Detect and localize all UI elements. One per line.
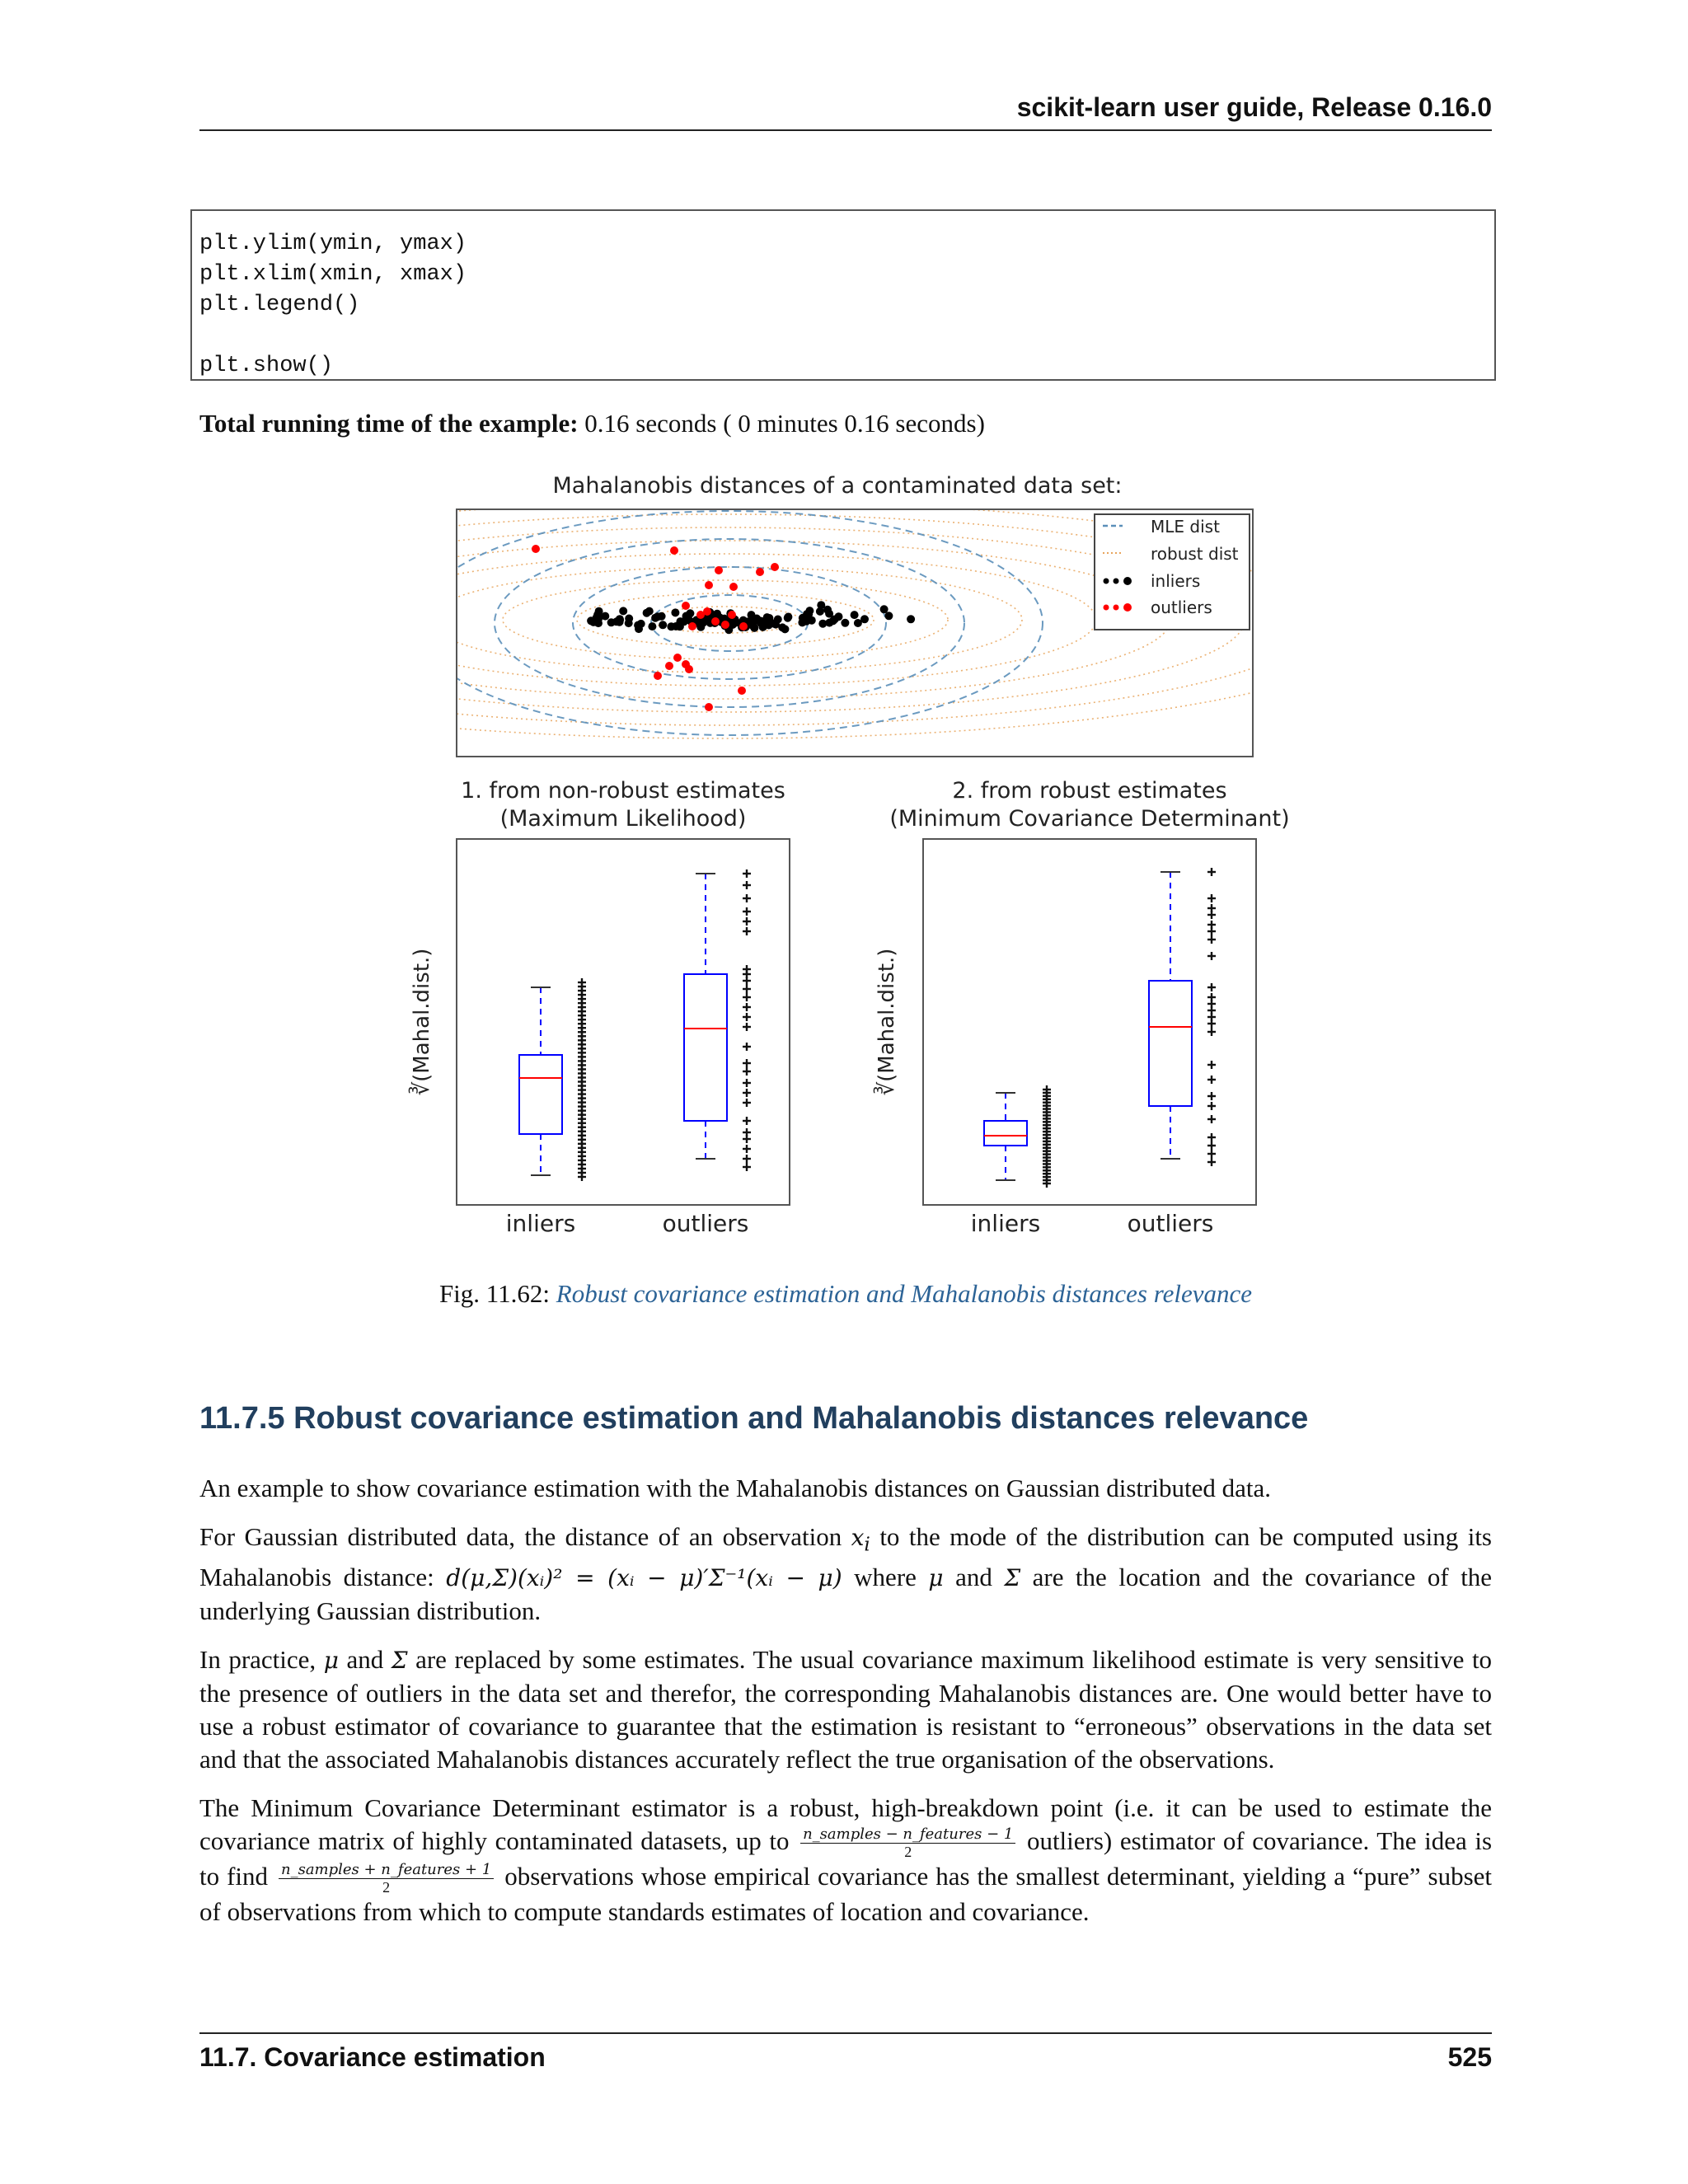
text: observations whose empirical covariance has the smallest determinant, yielding a “pure” subset of observations from which to compute standards estimates of location and covariance. — [199, 1861, 1493, 1927]
figure — [379, 470, 1319, 1244]
outlier-point — [721, 621, 729, 629]
figure-plot — [379, 470, 1319, 1244]
legend-outliers-marker — [1104, 605, 1109, 611]
running-time-value: 0.16 seconds ( 0 minutes 0.16 seconds) — [584, 409, 985, 438]
inlier-point — [625, 619, 633, 627]
math-sub-i: i — [864, 1532, 870, 1556]
right-xtick-inliers: inliers — [970, 1210, 1041, 1237]
inlier-point — [818, 620, 827, 628]
code-line: plt.legend() — [199, 293, 360, 317]
code-block — [190, 209, 1496, 381]
inlier-point — [593, 611, 602, 619]
inlier-point — [907, 615, 915, 623]
inlier-point — [880, 605, 889, 613]
legend-robust: robust dist — [1151, 544, 1239, 564]
footer-section: 11.7. Covariance estimation — [199, 2042, 546, 2072]
inlier-point — [616, 616, 624, 624]
outlier-point — [756, 568, 764, 576]
paragraph: An example to show covariance estimation with the Mahalanobis distances on Gaussian distributed data. — [199, 1474, 1271, 1502]
caption-link[interactable]: Robust covariance estimation and Mahalanobis distances relevance — [556, 1279, 1253, 1308]
paragraph — [199, 1521, 1492, 1628]
inlier-point — [601, 612, 609, 621]
inlier-point — [771, 621, 780, 629]
text: and — [955, 1562, 992, 1591]
outlier-point — [728, 611, 736, 619]
legend-mle: MLE dist — [1151, 517, 1220, 537]
inlier-point — [654, 612, 662, 621]
left-plot-title-2: (Maximum Likelihood) — [499, 806, 747, 832]
right-ylabel: ∛(Mahal.dist.) — [874, 948, 899, 1096]
outlier-point — [705, 581, 713, 589]
math-xi — [851, 1524, 870, 1556]
header-rule — [199, 129, 1492, 131]
math-sigma: Σ — [391, 1646, 408, 1674]
outlier-point — [739, 622, 748, 630]
fraction-numerator: n_samples + n_features + 1 — [279, 1862, 494, 1879]
inlier-point — [784, 614, 792, 622]
right-plot-title-2: (Minimum Covariance Determinant) — [889, 806, 1290, 832]
paragraph — [199, 1792, 1492, 1929]
math-mu: μ — [323, 1646, 339, 1674]
code-line: plt.ylim(ymin, ymax) — [199, 232, 467, 256]
legend — [1095, 514, 1250, 630]
inlier-point — [804, 610, 813, 618]
legend-outliers: outliers — [1151, 598, 1212, 617]
outlier-point — [703, 607, 711, 616]
inlier-point — [748, 620, 757, 628]
left-ylabel: ∛(Mahal.dist.) — [410, 948, 434, 1096]
inlier-point — [816, 607, 824, 616]
text: For Gaussian distributed data, the distance of an observation — [199, 1522, 842, 1551]
outlier-point — [665, 662, 673, 670]
inlier-point — [781, 625, 789, 633]
inlier-point — [594, 619, 603, 627]
text: In practice, — [199, 1644, 316, 1674]
running-header: scikit-learn user guide, Release 0.16.0 — [1016, 92, 1492, 122]
outlier-point — [682, 602, 690, 610]
math-mahalanobis: d(μ,Σ)(xᵢ)² = (xᵢ − μ)′Σ⁻¹(xᵢ − μ) — [446, 1563, 842, 1591]
inlier-point — [884, 612, 893, 620]
right-plot-title-1: 2. from robust estimates — [952, 778, 1227, 804]
legend-outliers-marker — [1123, 603, 1132, 612]
legend-outliers-marker — [1114, 605, 1119, 611]
outlier-point — [654, 672, 662, 680]
inlier-point — [659, 621, 667, 629]
outlier-point — [532, 545, 540, 553]
text: and — [346, 1644, 384, 1674]
inlier-point — [648, 622, 656, 630]
inlier-point — [841, 619, 849, 627]
text: The Minimum Covariance Determinant estimator is a robust, high-breakdown point (i.e. it can be used to estimate the covariance matrix of highly contaminated datasets, up to — [199, 1793, 1492, 1855]
section-heading: 11.7.5 Robust covariance estimation and Mahalanobis distances relevance — [199, 1401, 1309, 1436]
legend-inliers-marker — [1104, 579, 1109, 584]
text: are the location and the covariance of the underlying Gaussian distribution. — [199, 1562, 1493, 1625]
right-plot-frame — [923, 839, 1256, 1205]
top-plot-title: Mahalanobis distances of a contaminated data set: — [552, 473, 1123, 499]
running-time — [199, 409, 985, 438]
inlier-point — [682, 612, 691, 621]
legend-inliers: inliers — [1151, 571, 1201, 591]
fraction-subset — [279, 1862, 494, 1896]
fraction-outliers — [800, 1826, 1015, 1860]
page-number: 525 — [1447, 2042, 1492, 2072]
text: outliers) estimator of covariance. The idea is to find — [199, 1825, 1493, 1891]
outlier-point — [673, 654, 682, 662]
outlier-point — [711, 617, 720, 626]
inlier-point — [645, 607, 654, 616]
inlier-point — [667, 622, 675, 630]
running-time-label: Total running time of the example: — [199, 409, 579, 438]
text: to the mode of the distribution can be computed using its Mahalanobis distance: — [199, 1522, 1492, 1591]
outlier-point — [771, 563, 779, 571]
text: where — [854, 1562, 917, 1591]
outlier-point — [670, 546, 678, 555]
inlier-point — [835, 612, 843, 621]
footer-rule — [199, 2032, 1492, 2034]
fraction-denominator: 2 — [904, 1843, 912, 1860]
inlier-point — [851, 611, 859, 619]
left-xtick-outliers: outliers — [662, 1210, 749, 1237]
outlier-point — [729, 583, 738, 591]
right-xtick-outliers: outliers — [1127, 1210, 1214, 1237]
fraction-denominator: 2 — [382, 1879, 391, 1896]
inlier-point — [762, 616, 771, 625]
text: are replaced by some estimates. The usual covariance maximum likelihood estimate is very sensitive to the presence of outliers in the data set and therefor, the corresponding Mahalanobis distances are. One would better have to use a robust estimator of covariance to guarantee that the estimation is resistant to “erroneous” observations in the data set and that the associated Mahalanobis distances accurately reflect the true organisation of the observations. — [199, 1644, 1493, 1774]
code-line: plt.xlim(xmin, xmax) — [199, 262, 467, 287]
body-text — [199, 1472, 1492, 1944]
left-xtick-inliers: inliers — [505, 1210, 576, 1237]
fraction-numerator: n_samples − n_features − 1 — [800, 1826, 1015, 1844]
caption-prefix: Fig. 11.62: — [438, 1279, 551, 1308]
outlier-point — [715, 566, 723, 574]
inlier-point — [619, 607, 627, 615]
legend-inliers-marker — [1123, 577, 1132, 585]
inlier-point — [671, 608, 679, 616]
outlier-point — [688, 622, 696, 630]
outlier-point — [738, 687, 746, 695]
paragraph — [199, 1643, 1492, 1776]
figure-caption — [199, 1279, 1492, 1309]
outlier-point — [705, 703, 713, 711]
left-plot-frame — [457, 839, 790, 1205]
legend-inliers-marker — [1114, 579, 1119, 584]
outlier-point — [685, 665, 693, 673]
inlier-point — [860, 615, 869, 623]
math-sigma: Σ — [1004, 1563, 1021, 1591]
left-plot-title-1: 1. from non-robust estimates — [461, 778, 785, 804]
math-mu: μ — [928, 1563, 944, 1591]
inlier-point — [696, 623, 705, 631]
inlier-point — [635, 625, 643, 633]
math-x: x — [851, 1524, 865, 1551]
code-line: plt.show() — [199, 354, 334, 378]
